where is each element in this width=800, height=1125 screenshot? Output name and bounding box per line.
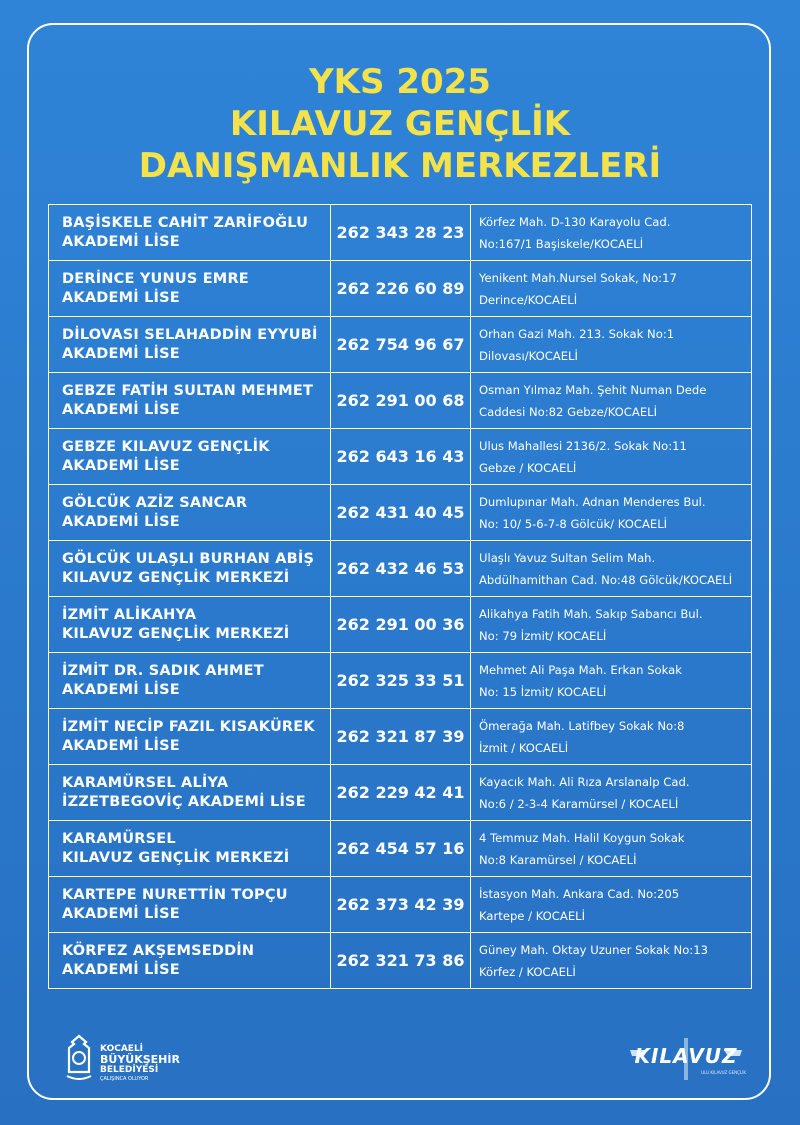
centers-table — [48, 204, 752, 989]
center-address — [471, 373, 752, 429]
address-line-1: Körfez Mah. D-130 Karayolu Cad. — [479, 214, 671, 229]
center-name-line-2: AKADEMİ LİSE — [62, 289, 180, 306]
center-address — [471, 317, 752, 373]
kilavuz-logo — [626, 1032, 746, 1088]
center-address — [471, 541, 752, 597]
center-name-line-2: KILAVUZ GENÇLİK MERKEZİ — [62, 625, 290, 642]
table-row — [49, 317, 752, 373]
center-name — [49, 541, 331, 597]
table-row — [49, 205, 752, 261]
address-line-2: Kartepe / KOCAELİ — [479, 908, 586, 923]
center-phone[interactable]: 262 343 28 23 — [331, 205, 471, 261]
center-name-line-1: KARAMÜRSEL ALİYA — [62, 774, 229, 791]
center-name — [49, 429, 331, 485]
center-name — [49, 709, 331, 765]
center-name-line-1: DERİNCE YUNUS EMRE — [62, 270, 249, 287]
kilavuz-sub-text: ULU KILAVUZ GENÇLİK — [701, 1070, 746, 1075]
center-address — [471, 765, 752, 821]
address-line-2: Derince/KOCAELİ — [479, 292, 578, 307]
center-name-line-1: GÖLCÜK ULAŞLI BURHAN ABİŞ — [62, 550, 315, 567]
address-line-1: Alikahya Fatih Mah. Sakıp Sabancı Bul. — [479, 606, 703, 621]
kbb-slogan: ÇALIŞINCA OLUYOR — [100, 1076, 149, 1082]
center-name-line-2: AKADEMİ LİSE — [62, 457, 180, 474]
address-line-2: No:8 Karamürsel / KOCAELİ — [479, 852, 637, 867]
address-line-1: Yenikent Mah.Nursel Sokak, No:17 — [479, 270, 677, 285]
center-address — [471, 597, 752, 653]
center-address — [471, 261, 752, 317]
center-name-line-2: KILAVUZ GENÇLİK MERKEZİ — [62, 849, 290, 866]
center-name-line-1: GEBZE KILAVUZ GENÇLİK — [62, 438, 270, 455]
address-line-1: Ulus Mahallesi 2136/2. Sokak No:11 — [479, 438, 687, 453]
center-name — [49, 261, 331, 317]
table-row — [49, 765, 752, 821]
center-address — [471, 709, 752, 765]
center-phone[interactable]: 262 291 00 36 — [331, 597, 471, 653]
center-name — [49, 877, 331, 933]
municipality-emblem-icon — [62, 1032, 96, 1082]
table-row — [49, 653, 752, 709]
center-phone[interactable]: 262 321 73 86 — [331, 933, 471, 989]
address-line-1: 4 Temmuz Mah. Halil Koygun Sokak — [479, 830, 685, 845]
center-name-line-2: AKADEMİ LİSE — [62, 233, 180, 250]
address-line-1: Güney Mah. Oktay Uzuner Sokak No:13 — [479, 942, 708, 957]
center-address — [471, 653, 752, 709]
table-row — [49, 373, 752, 429]
table-row — [49, 541, 752, 597]
table-row — [49, 877, 752, 933]
center-address — [471, 485, 752, 541]
center-name-line-1: BAŞİSKELE CAHİT ZARİFOĞLU — [62, 214, 309, 231]
center-phone[interactable]: 262 431 40 45 — [331, 485, 471, 541]
center-name — [49, 933, 331, 989]
address-line-2: İzmit / KOCAELİ — [479, 740, 569, 755]
center-address — [471, 821, 752, 877]
address-line-2: No: 79 İzmit/ KOCAELİ — [479, 628, 607, 643]
table-row — [49, 933, 752, 989]
center-name-line-2: KILAVUZ GENÇLİK MERKEZİ — [62, 569, 290, 586]
title-line-2: KILAVUZ GENÇLİK — [229, 104, 571, 144]
address-line-1: Ömerağa Mah. Latifbey Sokak No:8 — [479, 718, 685, 733]
center-phone[interactable]: 262 321 87 39 — [331, 709, 471, 765]
center-name-line-1: KARAMÜRSEL — [62, 830, 176, 847]
center-name-line-1: GEBZE FATİH SULTAN MEHMET — [62, 382, 314, 399]
address-line-1: Orhan Gazi Mah. 213. Sokak No:1 — [479, 326, 675, 341]
address-line-1: Kayacık Mah. Ali Rıza Arslanalp Cad. — [479, 774, 690, 789]
center-address — [471, 877, 752, 933]
address-line-2: No:6 / 2-3-4 Karamürsel / KOCAELİ — [479, 796, 679, 811]
table-row — [49, 429, 752, 485]
center-name — [49, 821, 331, 877]
address-line-1: Dumlupınar Mah. Adnan Menderes Bul. — [479, 494, 706, 509]
center-phone[interactable]: 262 373 42 39 — [331, 877, 471, 933]
center-name-line-1: DİLOVASI SELAHADDİN EYYUBİ — [62, 326, 318, 343]
address-line-2: Caddesi No:82 Gebze/KOCAELİ — [479, 404, 658, 419]
center-name-line-1: GÖLCÜK AZİZ SANCAR — [62, 494, 248, 511]
center-name-line-1: KARTEPE NURETTİN TOPÇU — [62, 886, 288, 903]
center-name — [49, 765, 331, 821]
center-name-line-2: AKADEMİ LİSE — [62, 513, 180, 530]
address-line-1: Ulaşlı Yavuz Sultan Selim Mah. — [479, 550, 656, 565]
title-line-1: YKS 2025 — [309, 62, 491, 102]
center-phone[interactable]: 262 432 46 53 — [331, 541, 471, 597]
kocaeli-municipality-logo — [62, 1032, 242, 1088]
center-name-line-2: AKADEMİ LİSE — [62, 401, 180, 418]
center-name-line-1: İZMİT NECİP FAZIL KISAKÜREK — [62, 718, 315, 735]
center-name-line-1: KÖRFEZ AKŞEMSEDDİN — [62, 942, 255, 959]
center-phone[interactable]: 262 291 00 68 — [331, 373, 471, 429]
center-name — [49, 373, 331, 429]
table-row — [49, 709, 752, 765]
center-phone[interactable]: 262 643 16 43 — [331, 429, 471, 485]
table-row — [49, 597, 752, 653]
address-line-2: Körfez / KOCAELİ — [479, 964, 576, 979]
kbb-line-1: KOCAELİ — [100, 1044, 144, 1054]
center-name-line-2: AKADEMİ LİSE — [62, 905, 180, 922]
center-name-line-2: AKADEMİ LİSE — [62, 681, 180, 698]
center-address — [471, 429, 752, 485]
center-phone[interactable]: 262 754 96 67 — [331, 317, 471, 373]
center-name-line-1: İZMİT DR. SADIK AHMET — [62, 662, 264, 679]
center-address — [471, 933, 752, 989]
address-line-1: İstasyon Mah. Ankara Cad. No:205 — [479, 886, 680, 901]
address-line-2: Gebze / KOCAELİ — [479, 460, 577, 475]
center-name-line-1: İZMİT ALİKAHYA — [62, 606, 197, 623]
table-row — [49, 485, 752, 541]
table-row — [49, 821, 752, 877]
address-line-2: No:167/1 Başiskele/KOCAELİ — [479, 236, 644, 251]
address-line-2: No: 15 İzmit/ KOCAELİ — [479, 684, 607, 699]
center-address — [471, 205, 752, 261]
address-line-2: Dilovası/KOCAELİ — [479, 348, 578, 363]
center-phone[interactable]: 262 226 60 89 — [331, 261, 471, 317]
center-name — [49, 597, 331, 653]
center-name-line-2: İZZETBEGOVİÇ AKADEMİ LİSE — [62, 793, 306, 810]
kbb-line-3: BELEDİYESİ — [100, 1065, 159, 1075]
address-line-1: Mehmet Ali Paşa Mah. Erkan Sokak — [479, 662, 682, 677]
center-name-line-2: AKADEMİ LİSE — [62, 737, 180, 754]
kilavuz-logo-text: KILAVUZ — [634, 1044, 738, 1068]
center-phone[interactable]: 262 454 57 16 — [331, 821, 471, 877]
address-line-1: Osman Yılmaz Mah. Şehit Numan Dede — [479, 382, 707, 397]
kbb-line-2: BÜYÜKŞEHİR — [100, 1053, 180, 1066]
center-name — [49, 485, 331, 541]
address-line-2: Abdülhamithan Cad. No:48 Gölcük/KOCAELİ — [479, 572, 733, 587]
center-phone[interactable]: 262 325 33 51 — [331, 653, 471, 709]
table-row — [49, 261, 752, 317]
center-name — [49, 205, 331, 261]
title-line-3: DANIŞMANLIK MERKEZLERİ — [138, 146, 662, 186]
center-phone[interactable]: 262 229 42 41 — [331, 765, 471, 821]
center-name-line-2: AKADEMİ LİSE — [62, 961, 180, 978]
center-name-line-2: AKADEMİ LİSE — [62, 345, 180, 362]
center-name — [49, 653, 331, 709]
center-name — [49, 317, 331, 373]
address-line-2: No: 10/ 5-6-7-8 Gölcük/ KOCAELİ — [479, 516, 668, 531]
